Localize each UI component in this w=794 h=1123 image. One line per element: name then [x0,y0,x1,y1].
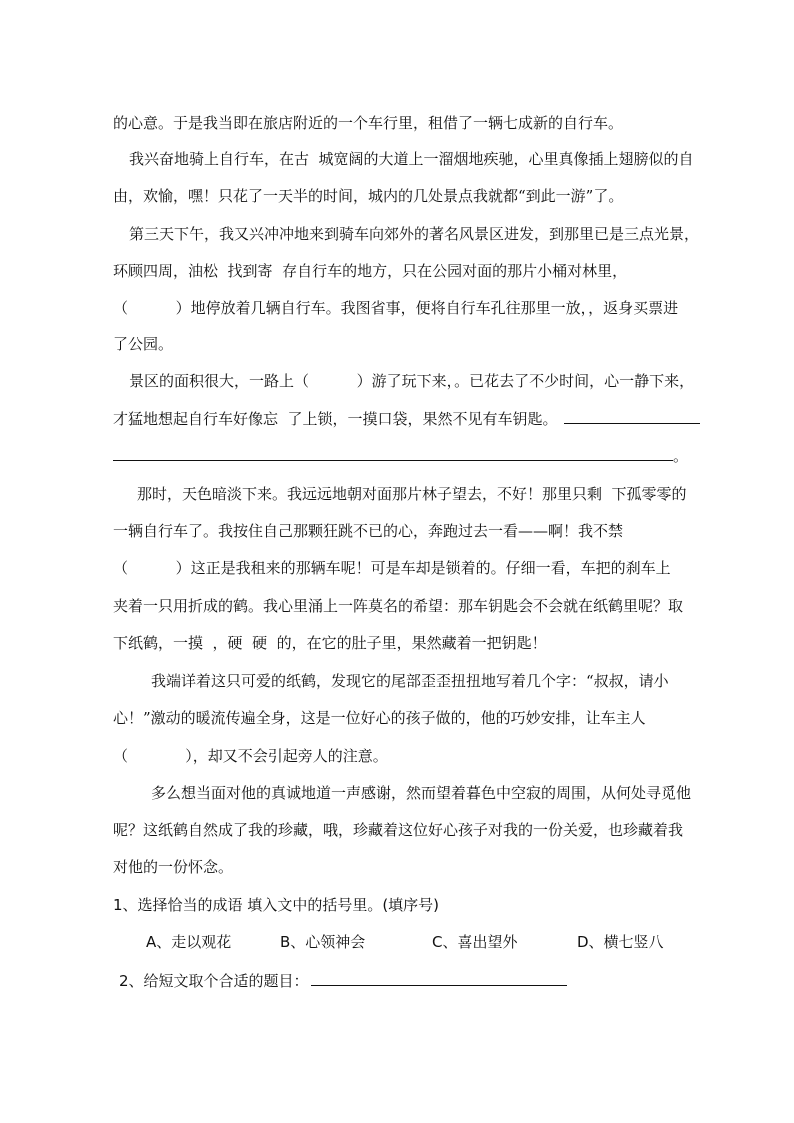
option-a: A、走以观花 [146,933,232,951]
passage-line: 了公园。 [113,335,174,353]
passage-line: 我兴奋地骑上自行车，在古 城宽阔的大道上一溜烟地疾驰，心里真像插上翅膀似的自 [129,150,694,168]
title-answer-blank[interactable] [311,971,567,986]
question-1: 1、选择恰当的成语 填入文中的括号里。(填序号) [113,896,440,914]
passage-line: 呢？这纸鹤自然成了我的珍藏，哦，珍藏着这位好心孩子对我的一份关爱，也珍藏着我 [113,821,684,839]
answer-blank[interactable] [564,409,700,424]
passage-line: 夹着一只用折成的鹤。我心里涌上一阵莫名的希望：那车钥匙会不会就在纸鹤里呢？取 [113,597,684,615]
passage-line: 我端详着这只可爱的纸鹤，发现它的尾部歪歪扭扭地写着几个字：“叔叔，请小 [151,672,669,690]
passage-line: 那时，天色暗淡下来。我远远地朝对面那片林子望去，不好！那里只剩 下孤零零的 [137,485,687,503]
passage-line: 的心意。于是我当即在旅店附近的一个车行里，租借了一辆七成新的自行车。 [113,114,624,132]
passage-line: 环顾四周，油松 找到寄 存自行车的地方，只在公园对面的那片小桶对林里， [113,262,628,280]
option-c: C、喜出望外 [432,933,518,951]
passage-line: 下纸鹤，一摸 ，硬 硬 的，在它的肚子里，果然藏着一把钥匙！ [113,634,547,652]
question-2: 2、给短文取个合适的题目： [119,971,567,991]
passage-line: 第三天下午，我又兴冲冲地来到骑车向郊外的著名风景区进发，到那里已是三点光景， [129,225,700,243]
passage-line: 才猛地想起自行车好像忘 了上锁，一摸口袋，果然不见有车钥匙。 [113,409,700,429]
answer-blank[interactable] [113,446,673,461]
passage-line: 景区的面积很大，一路上（ ）游了玩下来，。已花去了不少时间，心一静下来， [129,372,695,390]
passage-line: （ ），却又不会引起旁人的注意。 [113,747,388,765]
passage-line: 由，欢愉，嘿！只花了一天半的时间，城内的几处景点我就都“到此一游”了。 [113,187,624,205]
passage-line: 对他的一份怀念。 [113,858,234,876]
passage-line: 多么想当面对他的真诚地道一声感谢，然而望着暮色中空寂的周围，从何处寻觅他 [151,784,692,802]
passage-line: （ ）这正是我租来的那辆车呢！可是车却是锁着的。仔细一看，车把的刹车上 [113,559,671,577]
passage-line: （ ）地停放着几辆自行车。我图省事，便将自行车孔往那里一放，，返身买票进 [113,299,679,317]
option-d: D、横七竖八 [577,933,664,951]
option-b: B、心领神会 [280,933,366,951]
passage-line: 一辆自行车了。我按住自己那颗狂跳不已的心，奔跑过去一看——啊！我不禁 [113,522,624,540]
passage-line: 心！”激动的暖流传遍全身，这是一位好心的孩子做的，他的巧妙安排，让车主人 [113,709,646,727]
passage-line: 。 [113,446,688,466]
